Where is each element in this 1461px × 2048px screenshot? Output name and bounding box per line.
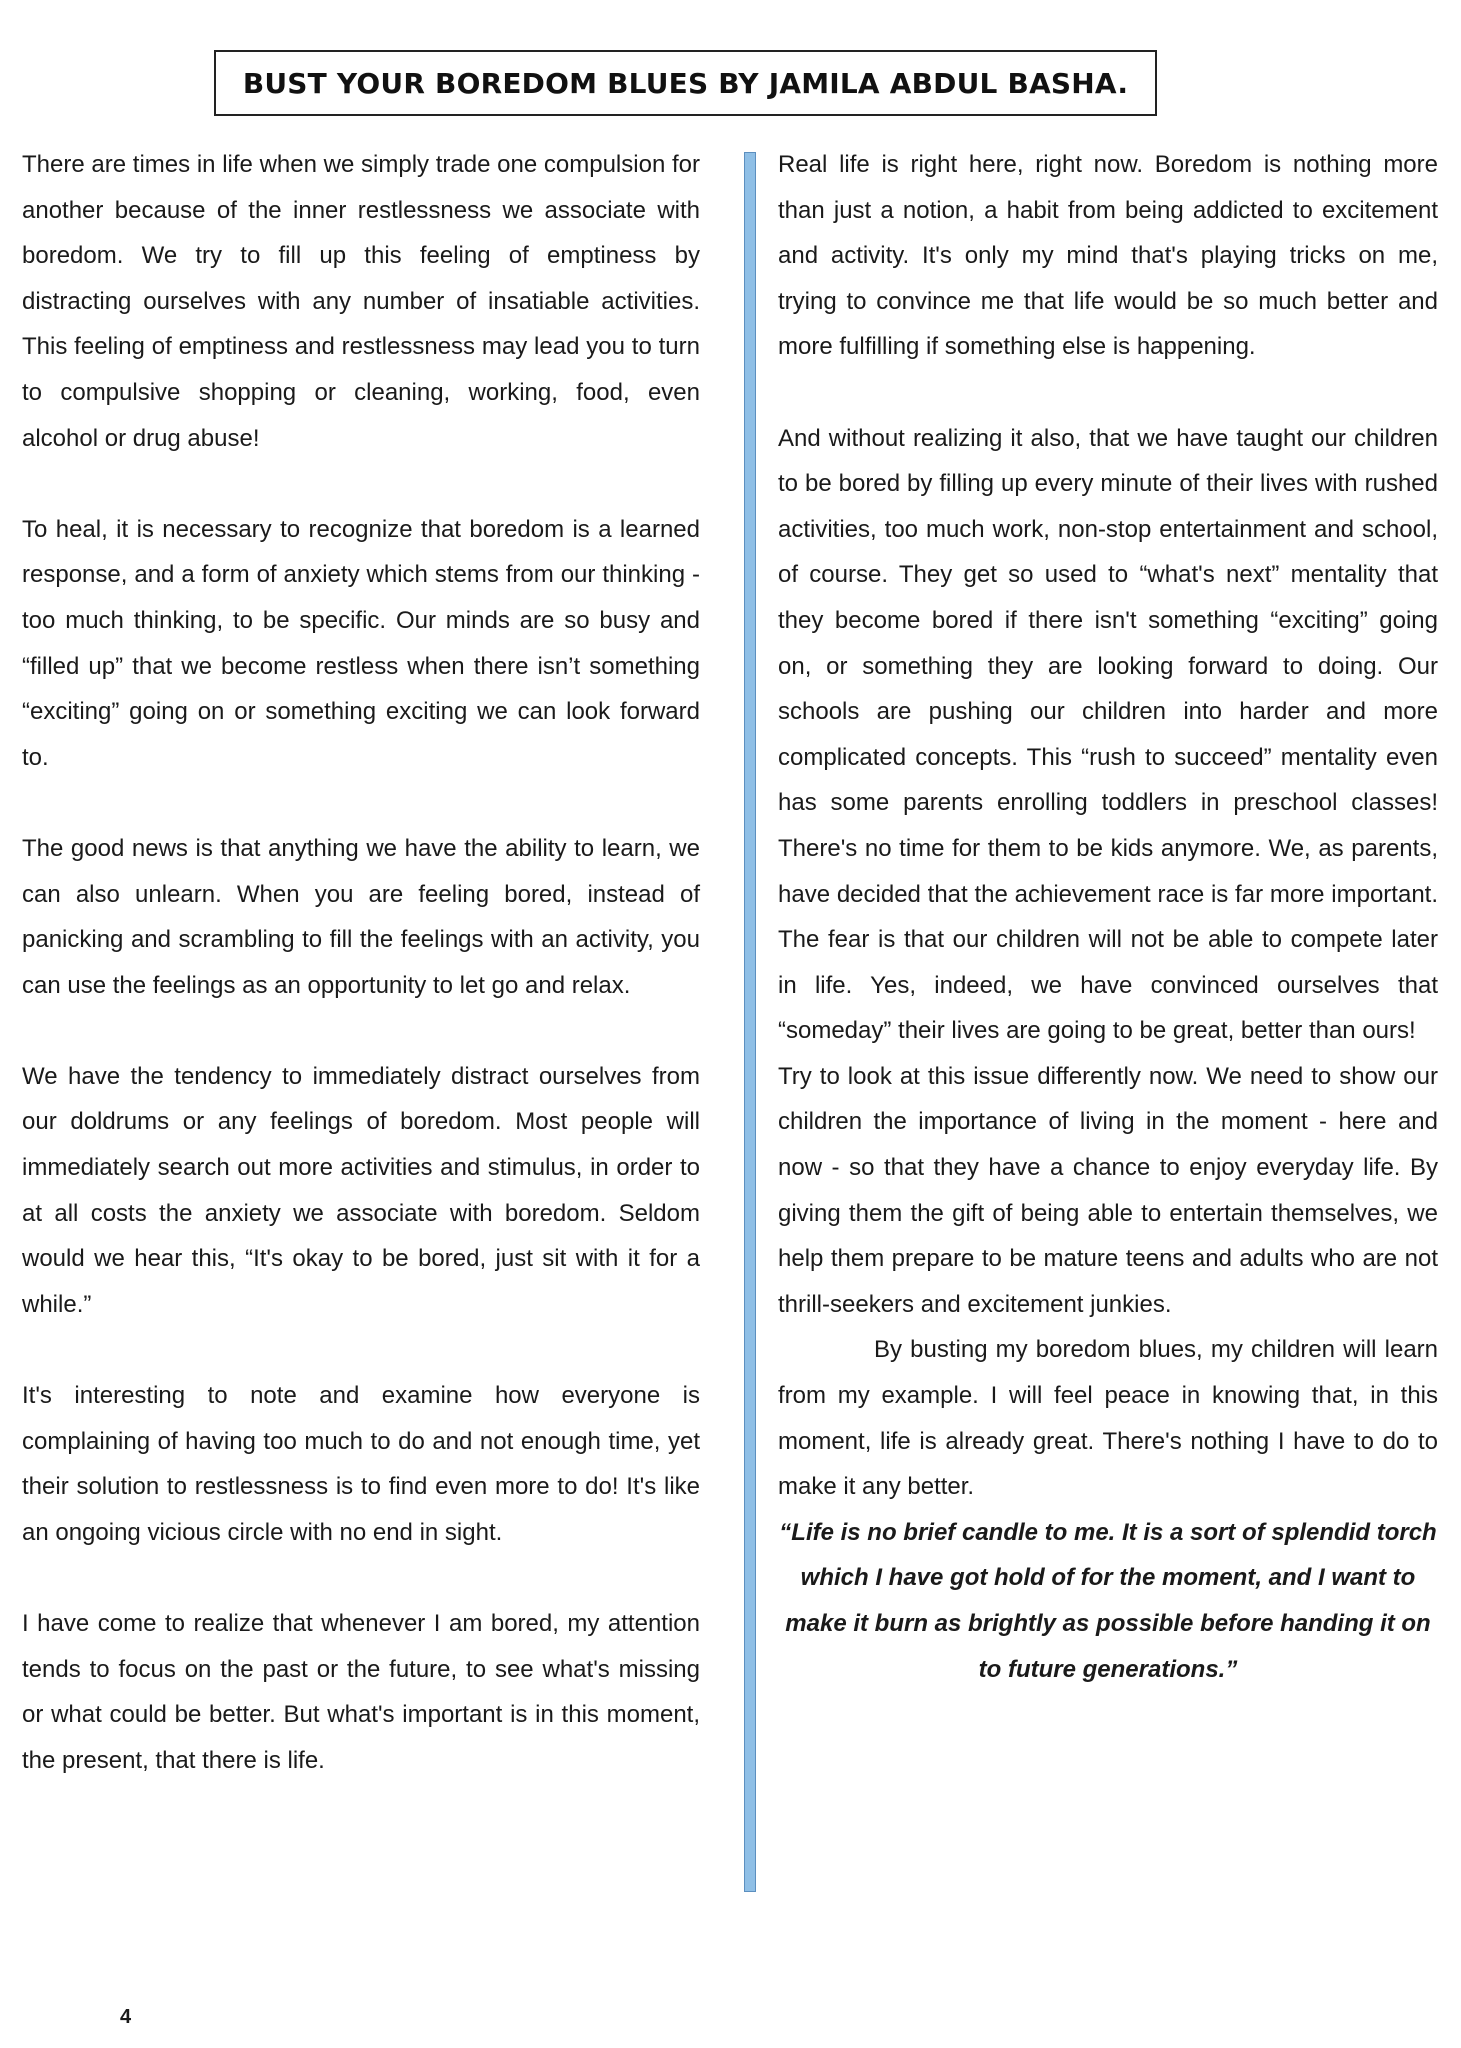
paragraph: Real life is right here, right now. Boredom is nothing more than just a notion, a habit from being addicted to excitement and activity. It's only my mind that's playing tricks on me, trying to convince me that life would be so much better and more fulfilling if something else is happening.	[778, 151, 1438, 361]
page-number: 4	[120, 2006, 132, 2028]
paragraph: And without realizing it also, that we have taught our children to be bored by filling up every minute of their lives with rushed activities, too much work, non-stop entertainment and school, of course. They get so used to “what's next” mentality that they become bored if there isn't something “exciting” going on, or something they are looking forward to doing. Our schools are pushing our children into harder and more complicated concepts. This “rush to succeed” mentality even has some parents enrolling toddlers in preschool classes! There's no time for them to be kids anymore. We, as parents, have decided that the achievement race is far more important. The fear is that our children will not be able to compete later in life. Yes, indeed, we have convinced ourselves that “someday” their lives are going to be great, better than ours!	[778, 424, 1438, 1045]
paragraph: Try to look at this issue differently now. We need to show our children the importance of living in the moment - here and now - so that they have a chance to enjoy everyday life. By giving them the gift of being able to entertain themselves, we help them prepare to be mature teens and adults who are not thrill-seekers and excitement junkies.	[778, 1062, 1438, 1318]
closing-quote: “Life is no brief candle to me. It is a sort of splendid torch which I have got hold of for the moment, and I want to make it burn as brightly as possible before handing it on to future generations.”	[779, 1518, 1437, 1683]
paragraph: By busting my boredom blues, my children will learn from my example. I will feel peace in knowing that, in this moment, life is already great. There's nothing I have to do to make it any better.	[778, 1336, 1438, 1501]
paragraph: I have come to realize that whenever I am bored, my attention tends to focus on the past or the future, to see what's missing or what could be better. But what's important is in this moment, the present, that there is life.	[22, 1610, 700, 1774]
right-column	[778, 142, 1438, 1692]
paragraph: To heal, it is necessary to recognize that boredom is a learned response, and a form of anxiety which stems from our thinking - too much thinking, to be specific. Our minds are so busy and “filled up” that we become restless when there isn’t something “exciting” going on or something exciting we can look forward to.	[22, 515, 700, 771]
column-divider	[744, 152, 756, 1892]
left-column	[22, 142, 700, 1783]
paragraph: The good news is that anything we have the ability to learn, we can also unlearn. When you are feeling bored, instead of panicking and scrambling to fill the feelings with an activity, you can use the feelings as an opportunity to let go and relax.	[22, 834, 700, 999]
article-title-box	[214, 50, 1157, 116]
paragraph: It's interesting to note and examine how everyone is complaining of having too much to do and not enough time, yet their solution to restlessness is to find even more to do! It's like an ongoing vicious circle with no end in sight.	[22, 1382, 700, 1546]
article-title: BUST YOUR BOREDOM BLUES BY JAMILA ABDUL BASHA.	[242, 66, 1129, 100]
paragraph: We have the tendency to immediately distract ourselves from our doldrums or any feelings of boredom. Most people will immediately search out more activities and stimulus, in order to at all costs the anxiety we associate with boredom. Seldom would we hear this, “It's okay to be bored, just sit with it for a while.”	[22, 1062, 700, 1318]
paragraph: There are times in life when we simply trade one compulsion for another because of the inner restlessness we associate with boredom. We try to fill up this feeling of emptiness by distracting ourselves with any number of insatiable activities. This feeling of emptiness and restlessness may lead you to turn to compulsive shopping or cleaning, working, food, even alcohol or drug abuse!	[22, 151, 700, 452]
